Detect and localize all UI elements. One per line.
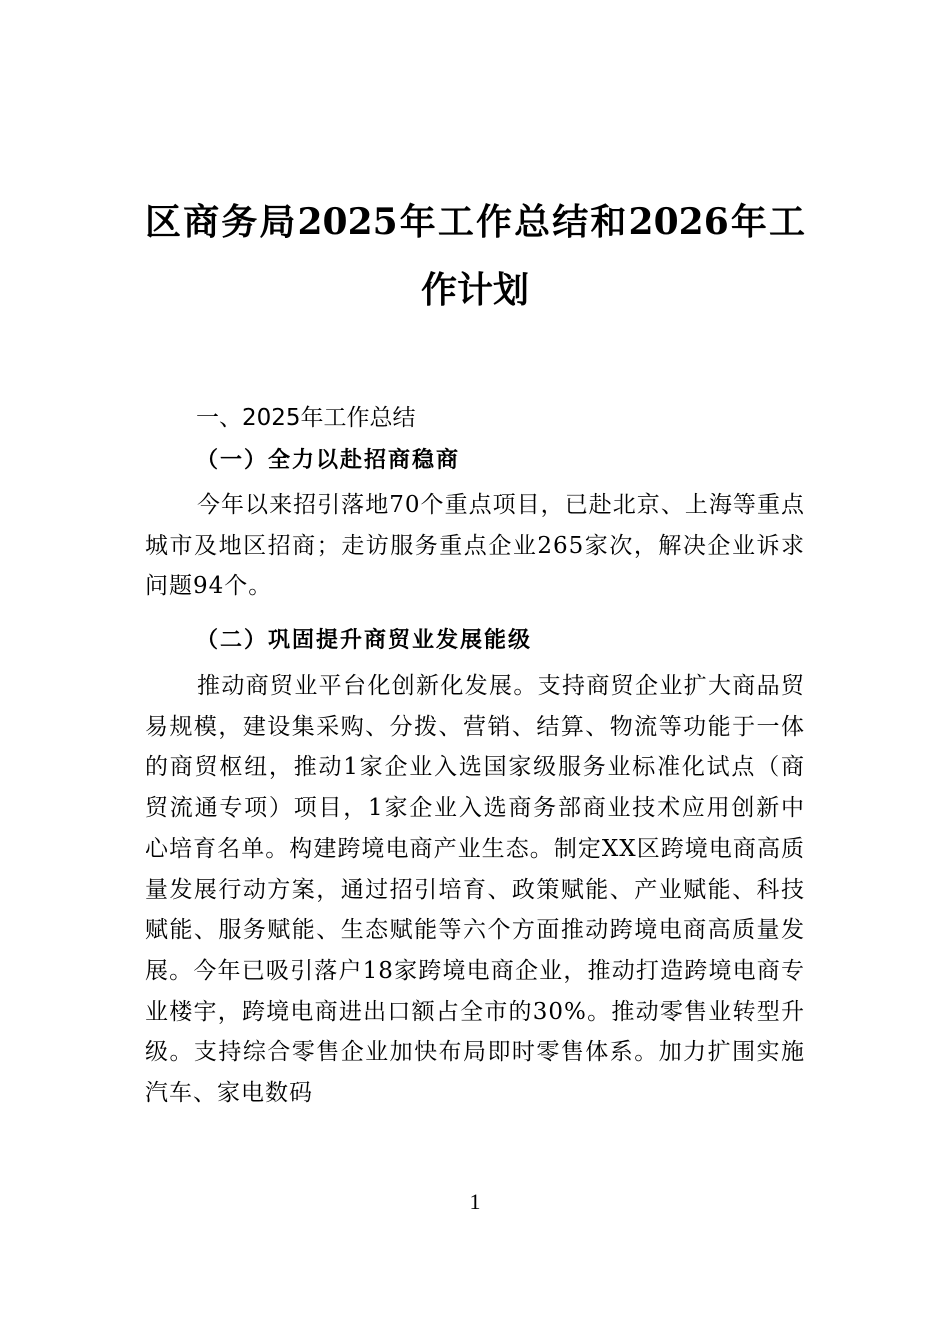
subsection-heading: （二）巩固提升商贸业发展能级 xyxy=(196,627,533,653)
page-number: 1 xyxy=(469,1189,481,1214)
body-paragraph: 今年以来招引落地70个重点项目，已赴北京、上海等重点城市及地区招商；走访服务重点企业265家次，解决企业诉求问题94个。 xyxy=(145,492,805,600)
body-paragraph: 推动商贸业平台化创新化发展。支持商贸企业扩大商品贸易规模，建设集采购、分拨、营销、结算、物流等功能于一体的商贸枢纽，推动1家企业入选国家级服务业标准化试点（商贸流通专项）项目，1家企业入选商务部商业技术应用创新中心培育名单。构建跨境电商产业生态。制定XX区跨境电商高质量发展行动方案，通过招引培育、政策赋能、产业赋能、科技赋能、服务赋能、生态赋能等六个方面推动跨境电商高质量发展。今年已吸引落户18家跨境电商企业，推动打造跨境电商专业楼宇，跨境电商进出口额占全市的30%。推动零售业转型升级。支持综合零售企业加快布局即时零售体系。加力扩围实施汽车、家电数码 xyxy=(145,673,805,1107)
page-title: 区商务局2025年工作总结和2026年工作计划 xyxy=(145,201,805,311)
subsection-heading: （一）全力以赴招商稳商 xyxy=(196,447,461,473)
section-heading: 一、2025年工作总结 xyxy=(196,405,416,431)
